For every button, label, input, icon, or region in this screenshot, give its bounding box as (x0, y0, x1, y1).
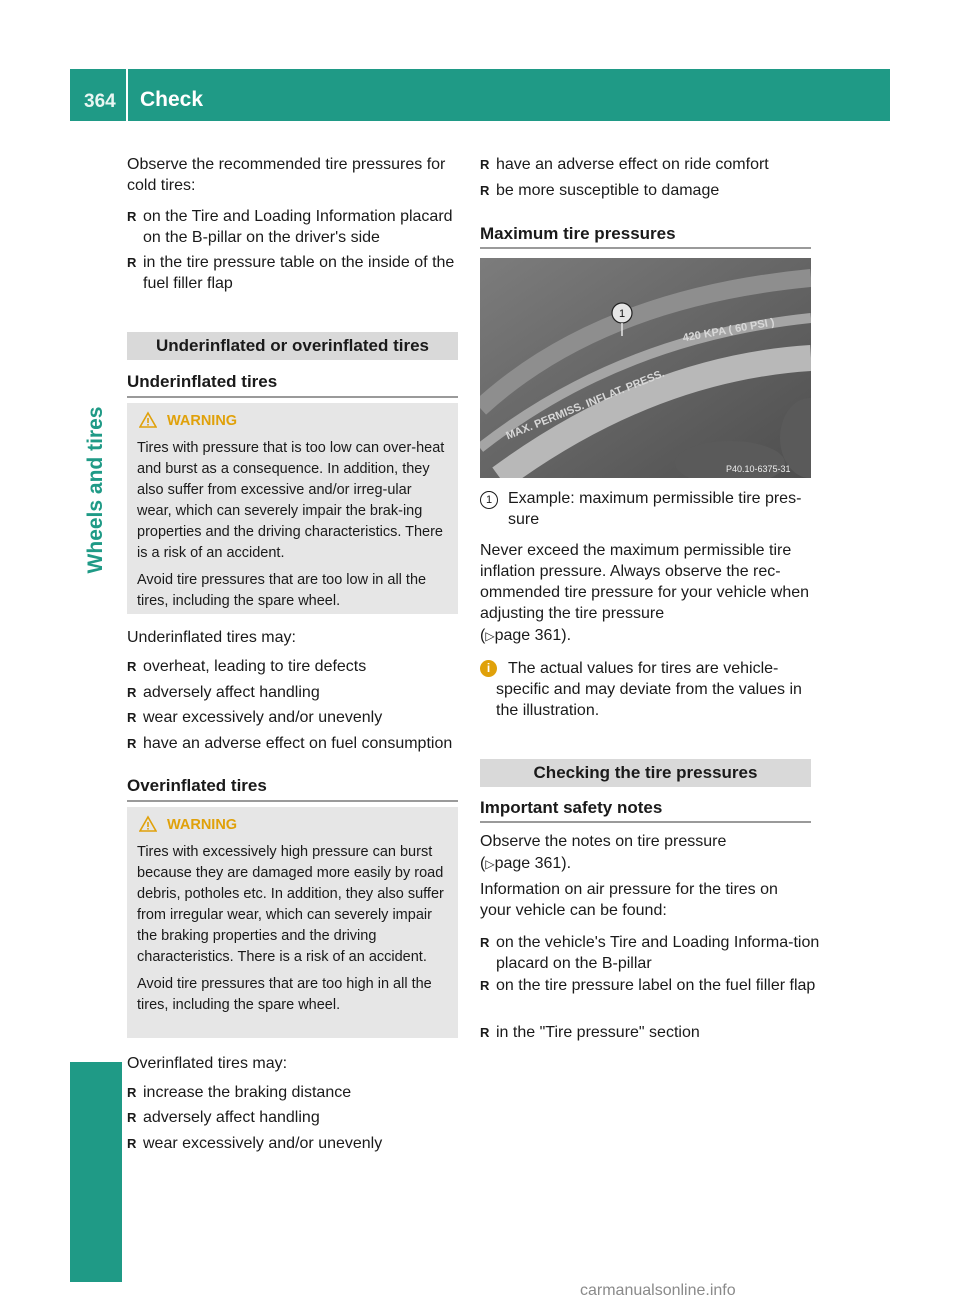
list-item: R wear excessively and/or unevenly (127, 707, 474, 728)
figure-callout-number: 1 (618, 308, 626, 320)
side-tab-square (70, 1062, 122, 1282)
info-text: The actual values for tires are vehicle-specific and may deviate from the values in the illustration. (496, 660, 802, 719)
side-label-text: Wheels and tires (84, 406, 107, 574)
callout-1-icon: 1 (480, 491, 498, 509)
list-item: R have an adverse effect on ride comfort (480, 154, 827, 175)
heading-rule (480, 247, 811, 249)
tire-sidewall-illustration (480, 258, 811, 478)
section-title-checking: Checking the tire pressures (480, 759, 811, 787)
safety-heading: Important safety notes (480, 798, 663, 817)
info-icon: i (480, 660, 497, 677)
page-ref-text: page 361). (494, 627, 572, 644)
list-item: R overheat, leading to tire defects (127, 656, 474, 677)
underinflated-heading: Underinflated tires (127, 372, 278, 391)
caption-marker (480, 490, 498, 509)
list-item: R adversely affect handling (127, 1107, 474, 1128)
section-title-inflation: Underinflated or overinflated tires (127, 332, 458, 360)
side-label (70, 240, 122, 740)
list-item: R increase the braking distance (127, 1082, 474, 1103)
heading-rule (480, 821, 811, 823)
tire-sidewall-figure (480, 258, 811, 478)
page-ref: (▷page 361). (480, 627, 572, 644)
list-item: R adversely affect handling (127, 682, 474, 703)
info-found: Information on air pressure for the tires on your vehicle can be found: (480, 881, 778, 919)
overinflated-may: Overinflated tires may: (127, 1055, 288, 1072)
list-item: R in the "Tire pressure" section (480, 1022, 827, 1043)
warning-title: WARNING (167, 413, 238, 429)
page-number: 364 (84, 91, 116, 112)
overinflated-heading: Overinflated tires (127, 776, 267, 795)
list-item: R on the Tire and Loading Information placard on the B-pillar on the driver's side (127, 206, 458, 248)
list-item: R have an adverse effect on fuel consumption (127, 733, 474, 754)
observe-notes: Observe the notes on tire pressure (480, 833, 727, 850)
pressure-text: 420 KPA ( 60 PSI ) (681, 316, 776, 345)
watermark: carmanualsonline.info (580, 1282, 736, 1299)
page-ref: (▷page 361). (480, 855, 572, 872)
warning-text: Avoid tire pressures that are too low in all the tires, including the spare wheel. (137, 572, 427, 609)
warning-triangle-icon (139, 411, 157, 429)
warning-text: Tires with pressure that is too low can over-heat and burst as a consequence. In addition, they also suffer from excessive and/or irreg-ular wear, which can severely impair the brak-ing properties and the driving characteristics. There is a risk of an accident. (137, 440, 445, 561)
underinflated-may: Underinflated tires may: (127, 629, 296, 646)
warning-triangle-icon (139, 815, 157, 833)
max-pressure-heading: Maximum tire pressures (480, 224, 676, 243)
figure-code: P40.10-6375-31 (726, 464, 791, 474)
page-ref-text: page 361). (494, 855, 572, 872)
warning-text: Tires with excessively high pressure can burst because they are damaged more easily by road debris, potholes etc. In addition, they also suffer from irregular wear, which can severely impair the braking properties and the driving characteristics. There is a risk of an accident. (137, 844, 444, 965)
arrow-right-icon: ▷ (485, 629, 495, 643)
page-title: Check (140, 88, 204, 111)
figure-caption: Example: maximum permissible tire pres-sure (508, 490, 802, 528)
list-item: R in the tire pressure table on the inside of the fuel filler flap (127, 252, 458, 294)
heading-rule (127, 396, 458, 398)
warning-box-overinflated (127, 807, 458, 1038)
header-divider (126, 69, 128, 121)
warning-box-underinflated (127, 403, 458, 614)
list-item: R wear excessively and/or unevenly (127, 1133, 474, 1154)
list-item: R on the vehicle's Tire and Loading Informa-tion placard on the B-pillar (480, 932, 827, 974)
never-exceed-text: Never exceed the maximum permissible tire inflation pressure. Always observe the rec-ommended tire pressure for your vehicle when adjusting the tire pressure (480, 542, 810, 622)
sidewall-text: MAX. PERMISS. INFLAT. PRESS. (504, 367, 667, 443)
heading-rule (127, 800, 458, 802)
intro-text: Observe the recommended tire pressures for cold tires: (127, 156, 446, 194)
list-item: R on the tire pressure label on the fuel filler flap (480, 975, 827, 996)
warning-text: Avoid tire pressures that are too high in all the tires, including the spare wheel. (137, 976, 432, 1013)
warning-title: WARNING (167, 817, 238, 833)
arrow-right-icon: ▷ (485, 857, 495, 871)
list-item: R be more susceptible to damage (480, 180, 827, 201)
